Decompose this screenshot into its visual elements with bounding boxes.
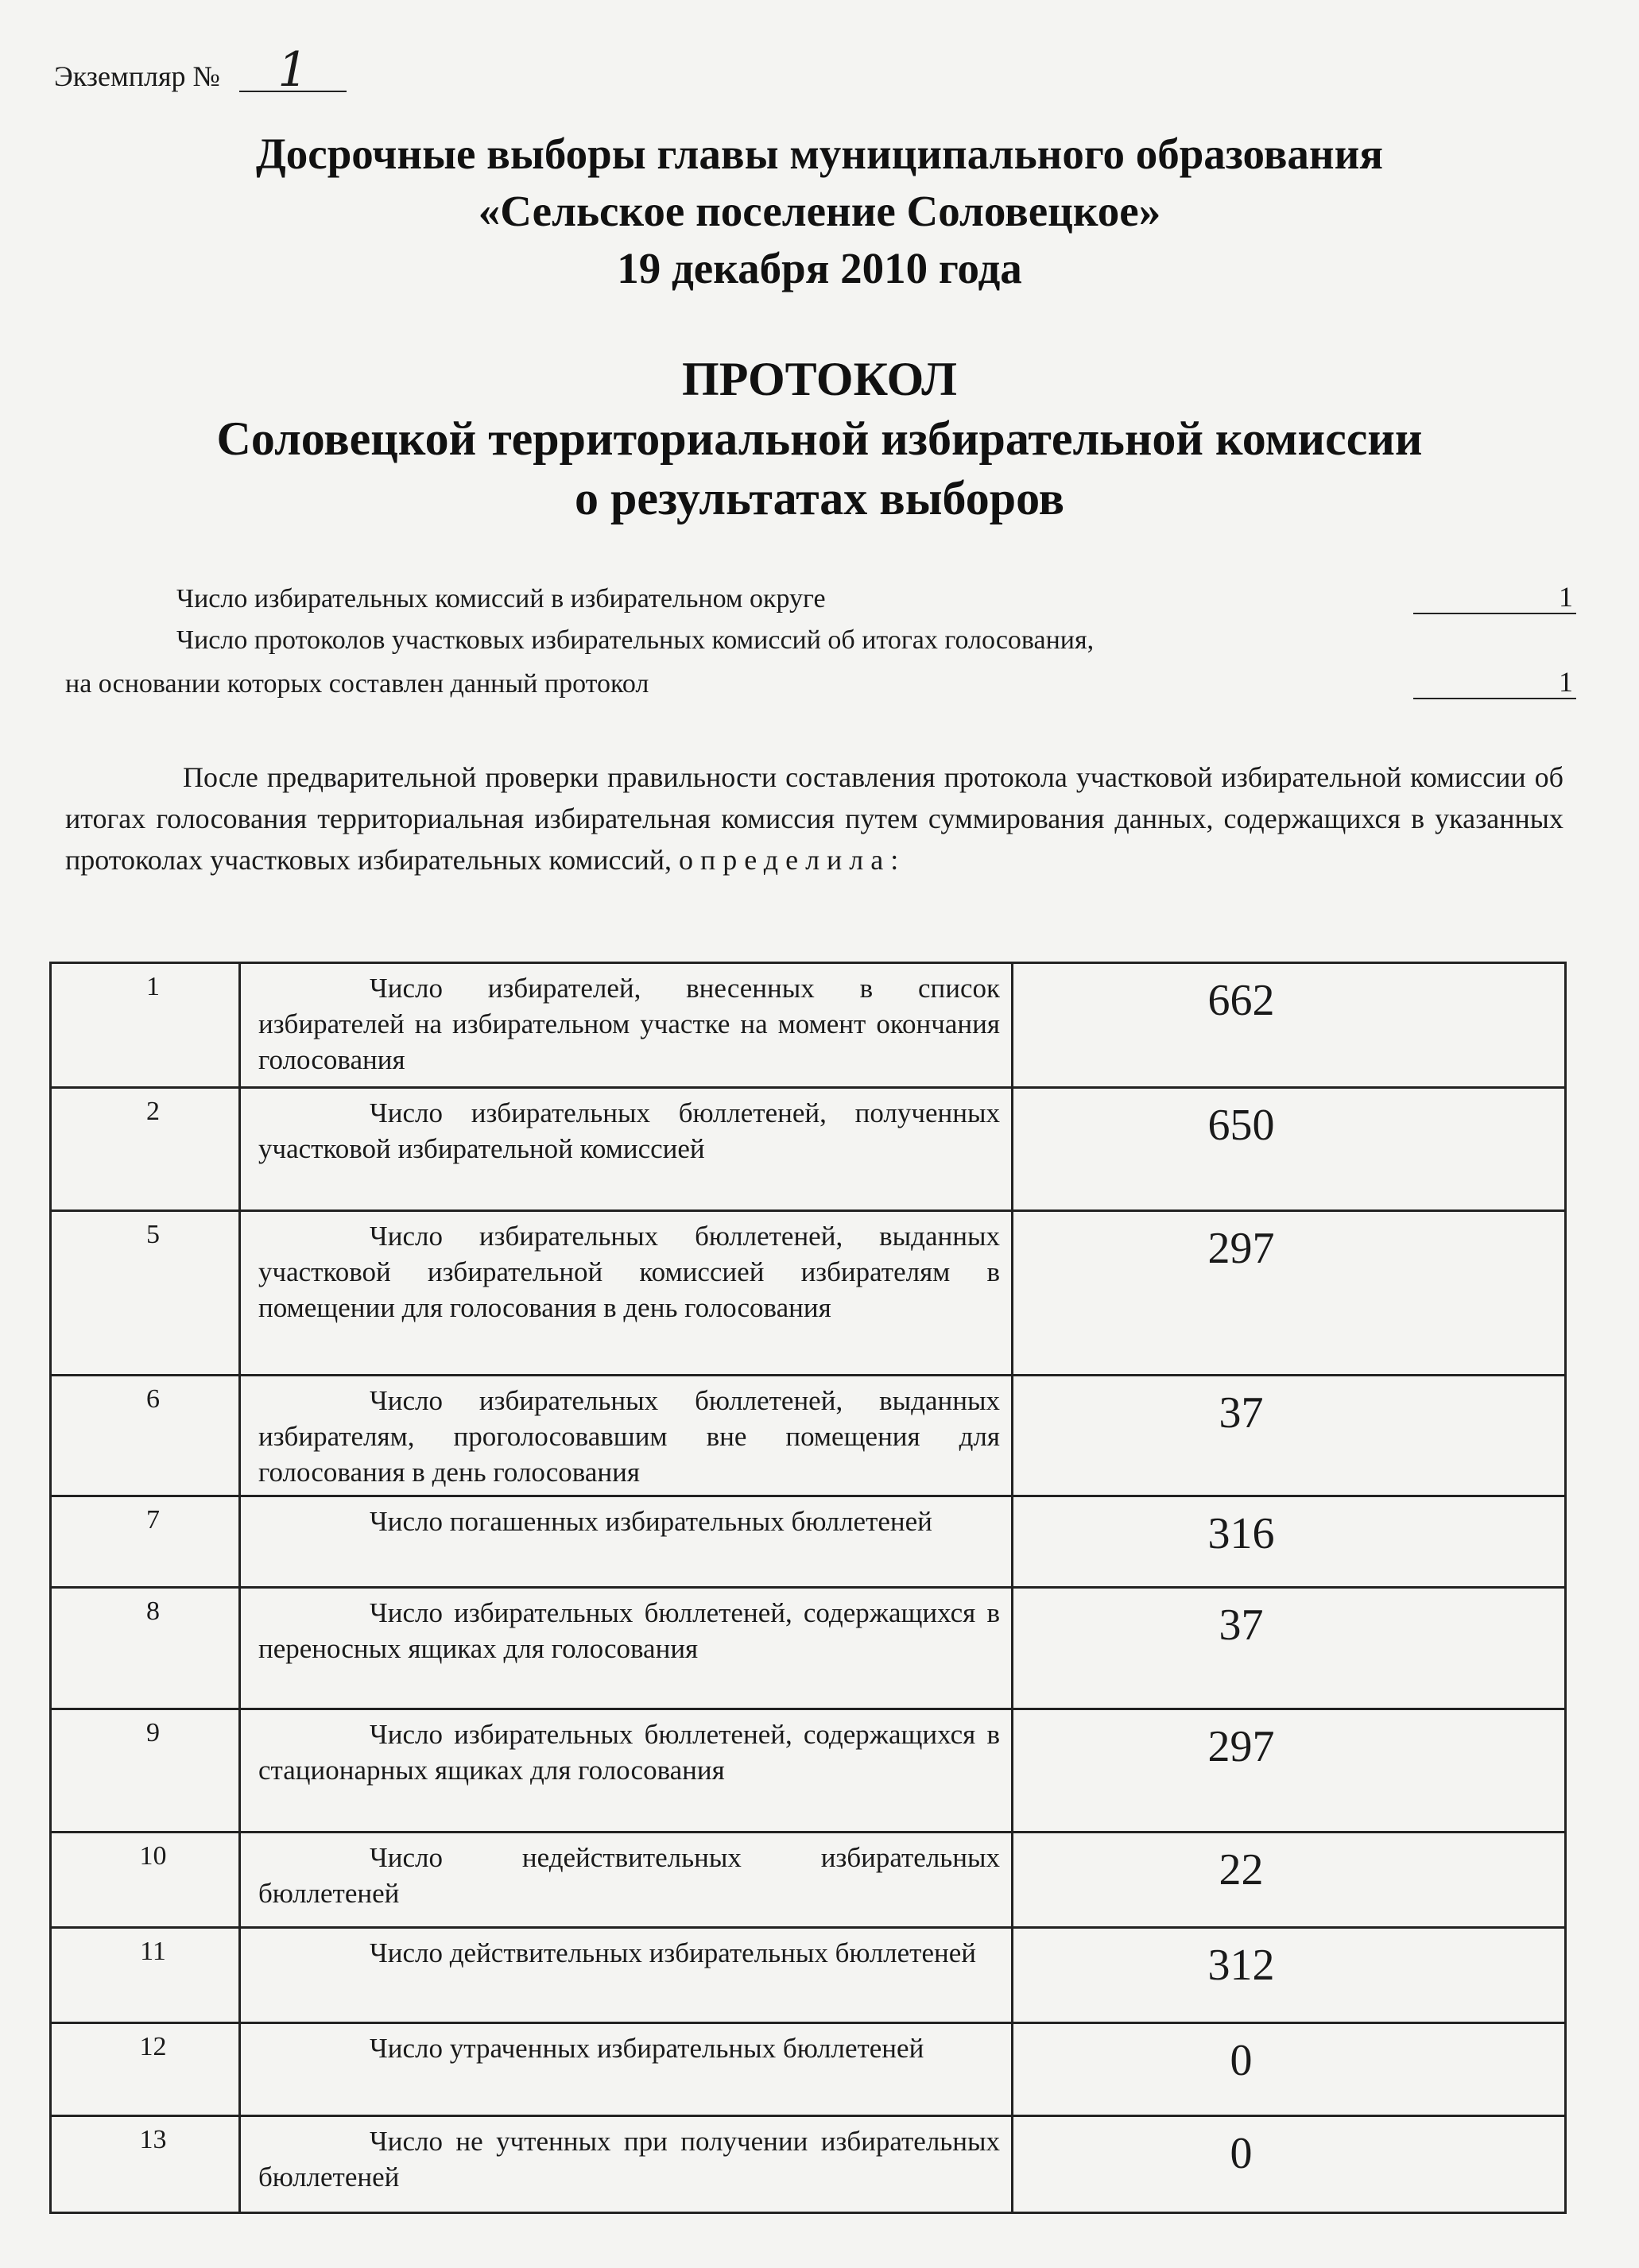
row-description: Число избирательных бюллетеней, содержащихся в стационарных ящиках для голосования (240, 1709, 1013, 1833)
row-description: Число недействительных избирательных бюллетеней (240, 1833, 1013, 1928)
election-title (0, 126, 1639, 297)
table-row (51, 1211, 1566, 1376)
election-date: 19 декабря 2010 года (617, 244, 1022, 292)
table-row (51, 1709, 1566, 1833)
row-value: 297 (1013, 1709, 1566, 1833)
table-row (51, 1833, 1566, 1928)
election-title-line-1: Досрочные выборы главы муниципального образования (255, 130, 1384, 178)
row-number: 8 (51, 1588, 240, 1709)
row-number: 13 (51, 2116, 240, 2213)
row-value: 22 (1013, 1833, 1566, 1928)
table-row (51, 963, 1566, 1088)
row-description: Число избирателей, внесенных в список избирателей на избирательном участке на момент окончания голосования (240, 963, 1013, 1088)
table-row (51, 1496, 1566, 1588)
row-description: Число избирательных бюллетеней, полученных участковой избирательной комиссией (240, 1088, 1013, 1211)
row-description: Число избирательных бюллетеней, содержащихся в переносных ящиках для голосования (240, 1588, 1013, 1709)
row-value: 312 (1013, 1928, 1566, 2023)
table-row (51, 2116, 1566, 2213)
row-value: 650 (1013, 1088, 1566, 1211)
copy-number-line (54, 42, 347, 98)
row-number: 12 (51, 2023, 240, 2116)
row-description: Число не учтенных при получении избирательных бюллетеней (240, 2116, 1013, 2213)
row-number: 9 (51, 1709, 240, 1833)
preamble-text: После предварительной проверки правильности составления протокола участковой избирательной комиссии об итогах голосования территориальная избирательная комиссия путем суммирования данных, содержащихся в указанных протоколах участковых избирательных комиссий, (65, 761, 1563, 876)
row-description: Число утраченных избирательных бюллетеней (240, 2023, 1013, 2116)
copy-number-value: 1 (239, 49, 347, 92)
row-description: Число избирательных бюллетеней, выданных избирателям, проголосовавшим вне помещения для голосования в день голосования (240, 1376, 1013, 1496)
table-row (51, 1928, 1566, 2023)
preamble-verb: определила: (679, 844, 906, 876)
copy-number-label: Экземпляр № (54, 60, 220, 92)
table-row (51, 2023, 1566, 2116)
election-title-line-2: «Сельское поселение Соловецкое» (478, 187, 1161, 235)
protocol-word: ПРОТОКОЛ (682, 353, 957, 405)
commissions-count-label: Число избирательных комиссий в избирательном округе (176, 584, 826, 613)
row-value: 37 (1013, 1588, 1566, 1709)
row-value: 0 (1013, 2116, 1566, 2213)
row-number: 7 (51, 1496, 240, 1588)
row-value: 316 (1013, 1496, 1566, 1588)
protocols-count-label-2: на основании которых составлен данный протокол (65, 669, 649, 699)
protocols-count-value: 1 (1413, 666, 1576, 699)
results-table (49, 962, 1567, 2214)
row-value: 37 (1013, 1376, 1566, 1496)
row-number: 6 (51, 1376, 240, 1496)
commissions-count-value: 1 (1413, 581, 1576, 614)
row-description: Число погашенных избирательных бюллетеней (240, 1496, 1013, 1588)
row-value: 0 (1013, 2023, 1566, 2116)
table-row (51, 1376, 1566, 1496)
row-number: 5 (51, 1211, 240, 1376)
protocols-count-label-1: Число протоколов участковых избирательных комиссий об итогах голосования, (176, 625, 1095, 655)
table-row (51, 1588, 1566, 1709)
protocol-commission: Соловецкой территориальной избирательной комиссии (216, 412, 1423, 465)
row-description: Число действительных избирательных бюллетеней (240, 1928, 1013, 2023)
row-number: 11 (51, 1928, 240, 2023)
protocol-title (0, 350, 1639, 528)
row-number: 10 (51, 1833, 240, 1928)
table-row (51, 1088, 1566, 1211)
protocol-subject: о результатах выборов (574, 472, 1065, 524)
row-number: 2 (51, 1088, 240, 1211)
preamble-paragraph (65, 757, 1563, 880)
row-value: 297 (1013, 1211, 1566, 1376)
row-value: 662 (1013, 963, 1566, 1088)
row-description: Число избирательных бюллетеней, выданных участковой избирательной комиссией избирателям в помещении для голосования в день голосования (240, 1211, 1013, 1376)
row-number: 1 (51, 963, 240, 1088)
